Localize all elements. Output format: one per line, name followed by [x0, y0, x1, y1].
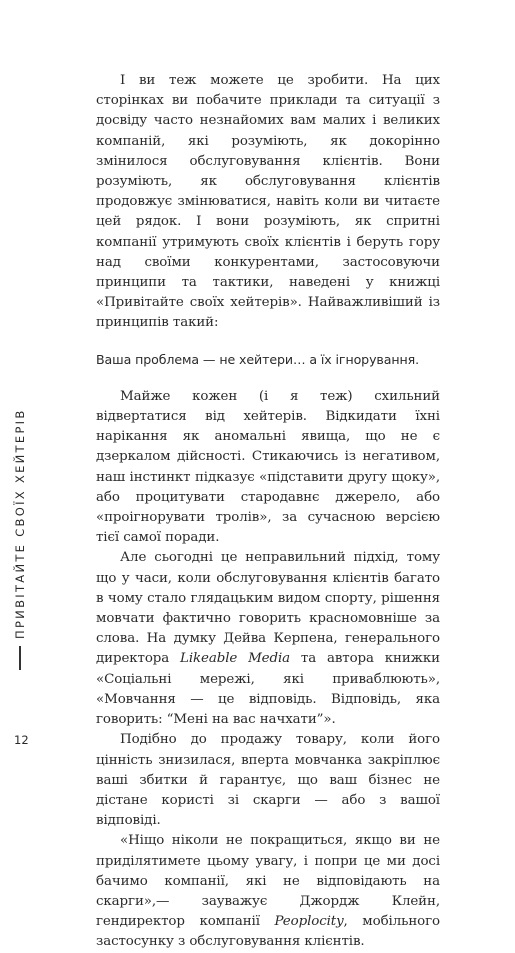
- paragraph-haters: Майже кожен (і я теж) схильний відвертатися від хейтерів. Відкидати їхні нарікання як аномальні явища, що не є дзеркалом дійсності. Стикаючись із негативом, наш інстинкт підказує «підставити другу щоку», або процитувати стародавнє джерело, або «проігнорувати тролів», за сучасною версією тієї самої поради.: [96, 388, 440, 546]
- paragraph-intro: І ви теж можете це зробити. На цих сторінках ви побачите приклади та ситуації з досвіду часто незнайомих вам малих і великих компаній, які розуміють, як докорінно змінилося обслуговування клієнтів. Вони розуміють, як обслуговування клієнтів продовжує змінюватися, навіть коли ви читаєте цей рядок. І вони розуміють, як спритні компанії утримують своїх клієнтів і беруть гору над своїми конкурентами, застосовуючи принципи та тактики, наведені у книжці «Привітайте своїх хейтерів». Найважливіший із принципів такий:: [96, 73, 440, 331]
- company-name-italic: Likeable Media: [180, 651, 291, 667]
- key-principle-quote: Ваша проблема — не хейтери… а їх ігнорування.: [96, 351, 420, 367]
- paragraph-wrong-approach: [96, 548, 440, 730]
- company-name-italic: Peoplocity: [274, 914, 344, 930]
- running-head: [13, 408, 27, 670]
- paragraph-silence: Подібно до продажу товару, коли його цінність знизилася, вперта мовчанка закріплює ваші збитки й гарантує, що ваш бізнес не дістане користі зі скарги — або з вашої відповіді.: [96, 732, 440, 829]
- paragraph-klein-quote: [96, 831, 440, 952]
- paragraph-text: та автора книжки «Соціальні мережі, які приваблюють», «Мовчання — це відповідь. Відповідь, яка говорить: “Мені на вас начхати”».: [96, 651, 440, 728]
- paragraph-text: , мобільного застосунку з обслуговування клієнтів.: [96, 914, 440, 950]
- paragraph-text: Але сьогодні це неправильний підхід, тому що у часи, коли обслуговування клієнтів багато в чому стало глядацьким видом спорту, рішення мовчати фактично говорить красномовніше за слова. На думку Дейва Керпена, генерального директора: [96, 550, 440, 667]
- running-head-rule: [19, 646, 20, 670]
- body-text: [96, 71, 440, 953]
- running-head-title: ПРИВІТАЙТЕ СВОЇХ ХЕЙТЕРІВ: [13, 408, 27, 639]
- page-number: 12: [14, 733, 29, 747]
- paragraph-text: «Ніщо ніколи не покращиться, якщо ви не приділятимете цьому увагу, і попри це ми досі бачимо компанії, які не відповідають на скарги»,— зауважує Джордж Клейн, гендиректор компанії: [96, 833, 440, 930]
